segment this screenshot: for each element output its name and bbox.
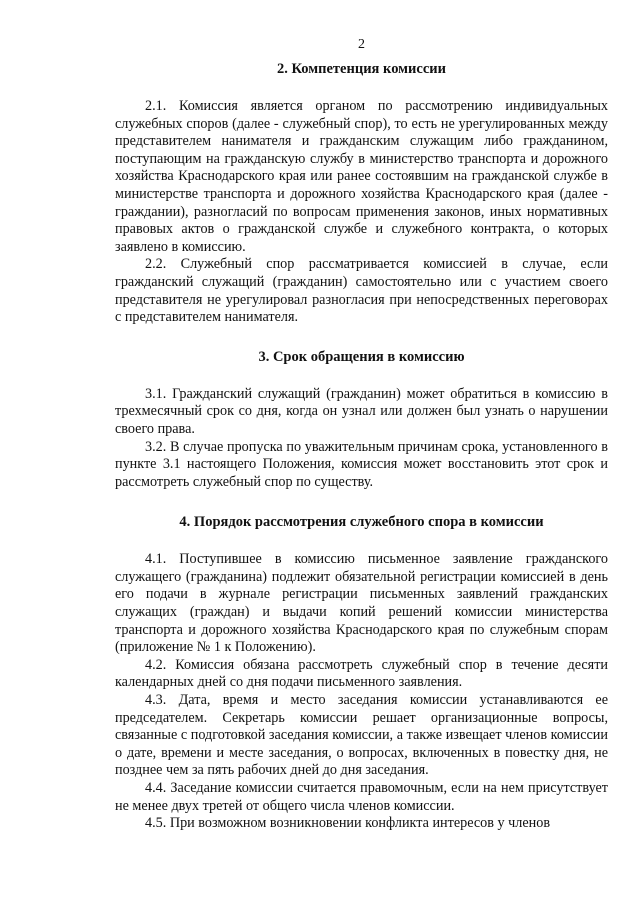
paragraph-2-2: 2.2. Служебный спор рассматривается комиссией в случае, если гражданский служащий (гражданин) самостоятельно или с участием своего представителя не урегулировал разногласия при непосредственных переговорах с представителем нанимателя.	[115, 256, 608, 326]
document-page	[115, 36, 608, 833]
paragraph-3-1: 3.1. Гражданский служащий (гражданин) может обратиться в комиссию в трехмесячный срок со дня, когда он узнал или должен был узнать о нарушении своего права.	[115, 385, 608, 437]
section-title-competence: 2. Компетенция комиссии	[277, 61, 446, 77]
paragraph-3-2: 3.2. В случае пропуска по уважительным причинам срока, установленного в пункте 3.1 настоящего Положения, комиссия может восстановить этот срок и рассмотреть служебный спор по существу.	[115, 438, 608, 490]
page-number: 2	[358, 37, 365, 52]
paragraph-2-1: 2.1. Комиссия является органом по рассмотрению индивидуальных служебных споров (далее - служебный спор), то есть не урегулированных между представителем нанимателя и гражданским служащим либо гражданином, поступающим на гражданскую службу в министерство транспорта и дорожного хозяйства Краснодарского края или ранее состоявшим на гражданской службе в министерстве транспорта и дорожного хозяйства Краснодарского края (далее - граждании), разногласий по вопросам применения законов, иных нормативных правовых актов о гражданской службе и служебного контракта, о которых заявлено в комиссию.	[115, 98, 608, 255]
paragraph-4-3: 4.3. Дата, время и место заседания комиссии устанавливаются ее председателем. Секретарь комиссии решает организационные вопросы, связанные с подготовкой заседания комиссии, а также извещает членов комиссии о дате, времени и месте заседания, о вопросах, включенных в повестку дня, не позднее чем за пять рабочих дней до дня заседания.	[115, 692, 608, 779]
section-title-procedure: 4. Порядок рассмотрения служебного спора в комиссии	[179, 514, 544, 531]
paragraph-4-2: 4.2. Комиссия обязана рассмотреть служебный спор в течение десяти календарных дней со дня подачи письменного заявления.	[115, 656, 608, 691]
paragraph-4-1: 4.1. Поступившее в комиссию письменное заявление гражданского служащего (гражданина) подлежит обязательной регистрации комиссией в день его подачи в журнале регистрации письменных заявлений гражданских служащих (граждан) и выдачи копий решений комиссии министерства транспорта и дорожного хозяйства Краснодарского края по служебным спорам (приложение № 1 к Положению).	[115, 551, 608, 656]
section-title-deadline: 3. Срок обращения в комиссию	[258, 348, 465, 365]
paragraph-4-4: 4.4. Заседание комиссии считается правомочным, если на нем присутствует не менее двух третей от общего числа членов комиссии.	[115, 780, 608, 814]
paragraph-4-5: 4.5. При возможном возникновении конфликта интересов у членов	[145, 815, 551, 832]
